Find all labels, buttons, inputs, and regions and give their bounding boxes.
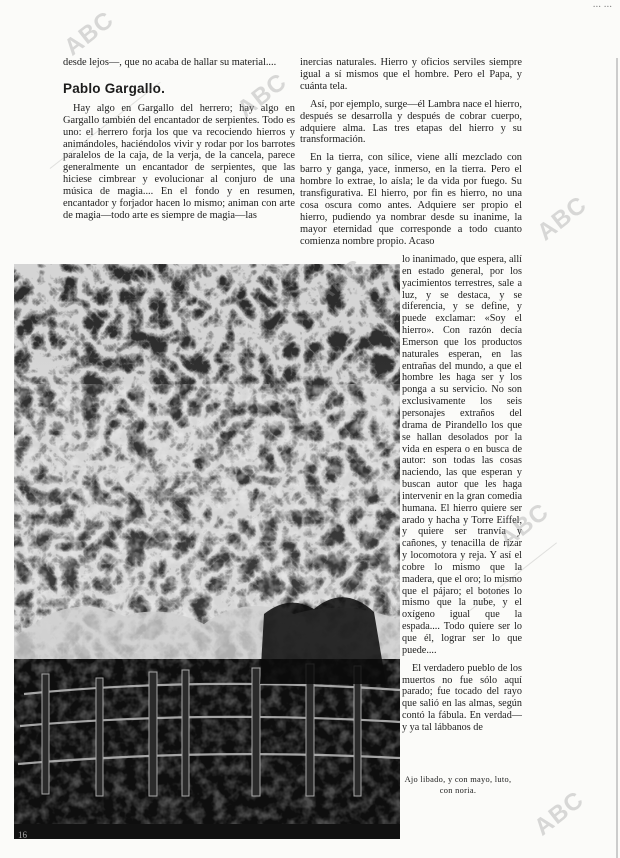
wrap-paragraph-2: El verdadero pueblo de los muertos no fue sólo aquí parado; fue tocado del rayo que salió en las almas, según contó la fábula. En verdad—y ya tal lábbanos de xyxy=(402,662,522,733)
watermark-abc: ABC xyxy=(532,191,593,247)
watermark-abc: ABC xyxy=(529,786,590,842)
watermark-abc: ABC xyxy=(59,6,120,62)
page-number: 16 xyxy=(18,830,27,840)
watermark-abc: ABC xyxy=(309,254,370,310)
left-column xyxy=(63,57,295,228)
scan-edge xyxy=(616,58,618,858)
landscape-photograph xyxy=(14,264,400,839)
right-column xyxy=(300,57,522,254)
right-paragraph-2: Así, por ejemplo, surge—él Lambra nace el hierro, después se desarrolla y después de cobrar cuerpo, adquiere alma. Las tres etapas del hierro y su transformación. xyxy=(300,98,522,146)
section-heading: Pablo Gargallo. xyxy=(63,80,166,96)
right-paragraph-1: inercias naturales. Hierro y oficios serviles siempre igual a sí mismos que el hombre. Pero el Papa, y cuánta tela. xyxy=(300,57,522,92)
wrap-paragraph-1: lo inanimado, que espera, allí en estado general, por los yacimientos terrestres, sale a luz, y se destaca, y se diferencia, y se define, y puede exclamar: «Soy el hierro». Con razón decía Emerson que los productos naturales esperan, en las entrañas del mundo, a que el hombre les haga ser y los ponga a su servicio. No son exclusivamente los seis personajes extraños del drama de Pirandello los que se hallan desolados por la vida en espera o en busca de autor: son todas las cosas naciendo, las que esperan y buscan autor que les haga intervenir en la gran comedia humana. El hierro quiere ser arado y hacha y Torre Eiffel, y quiere ser tranvía y cañones, y tenacilla de rizar y locomotora y reja. Y así el cobre lo mismo que la madera, que el oro; lo mismo que el pájaro; el botones lo mismo que la nube, y el oxígeno igual que la espada.... Todo quiere ser lo que él, lograr ser lo que puede.... xyxy=(402,254,522,656)
corner-mark: ... ... xyxy=(592,0,612,10)
watermark-abc: ABC xyxy=(232,68,293,124)
wrap-column xyxy=(402,254,522,740)
left-paragraph-1: Hay algo en Gargallo del herrero; hay algo en Gargallo también del encantador de serpientes. Todo es uno: el herrero forja los que va recociendo hierros y animándoles, haciéndolos vivir y rodar por los barrotes paralelos de la caja, de la verja, de la cancela, parece generalmente un encantador de serpientes, que las hiciese cimbrear y evolucionar al conjuro de una música de magia.... En el fondo y en resumen, encantador y forjador hacen lo mismo; animan con arte de magia—todo arte es siempre de magia—las xyxy=(63,102,295,221)
intro-paragraph: desde lejos—, que no acaba de hallar su material.... xyxy=(63,57,277,68)
right-paragraph-3: En la tierra, con sílice, viene allí mezclado con barro y ganga, yace, inmerso, en la tierra. Pero el hombre lo extrae, lo aísla; le da vida por fuego. Su transfigurativa. El hierro, por fin es hierro, no una cosa oscura como antes. Adquiere ser propio el hierro, pudiendo ya nombrar desde su inanime, la mayor eternidad que corresponde a todo cuanto comienza nombre propio. Acaso xyxy=(300,152,522,247)
photo-caption: Ajo libado, y con mayo, luto, con noria. xyxy=(404,775,512,795)
watermark-abc: ABC xyxy=(494,498,555,554)
